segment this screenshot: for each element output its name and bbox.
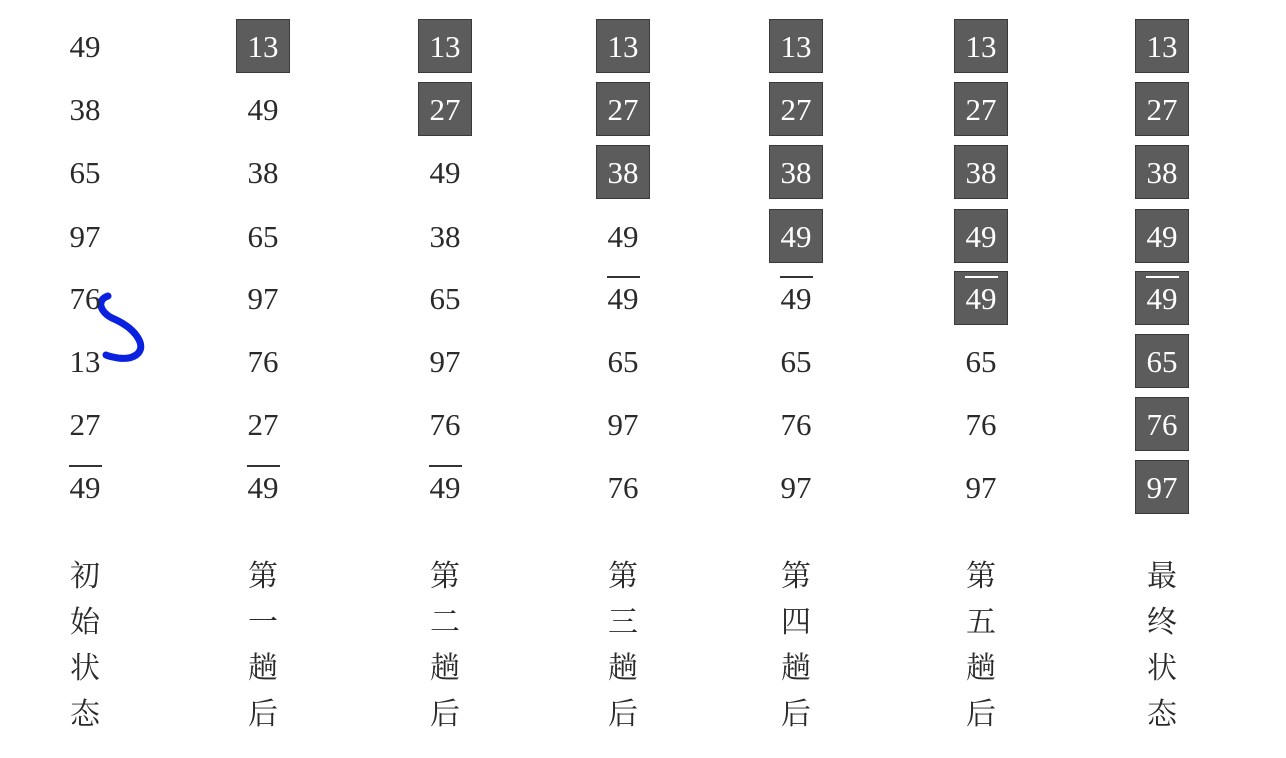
sorted-element bbox=[236, 19, 290, 73]
value: 49 bbox=[69, 28, 101, 64]
array-element bbox=[769, 397, 823, 451]
value: 27 bbox=[69, 406, 101, 442]
value-overlined: 49 bbox=[69, 469, 101, 505]
column-label: 最 终 状 态 bbox=[1147, 559, 1177, 732]
column-label: 第 三 趟 后 bbox=[608, 559, 638, 732]
value: 49 bbox=[965, 218, 997, 254]
value: 27 bbox=[429, 91, 461, 127]
value: 76 bbox=[69, 280, 101, 316]
array-element bbox=[58, 209, 112, 263]
value-overlined: 49 bbox=[1146, 280, 1178, 316]
sorted-element bbox=[1135, 397, 1189, 451]
value: 97 bbox=[429, 343, 461, 379]
value: 76 bbox=[429, 406, 461, 442]
array-element bbox=[58, 145, 112, 199]
value: 27 bbox=[780, 91, 812, 127]
array-element bbox=[236, 397, 290, 451]
sorted-element bbox=[1135, 334, 1189, 388]
value: 38 bbox=[247, 154, 279, 190]
array-element bbox=[418, 397, 472, 451]
array-element bbox=[58, 460, 112, 514]
value-overlined: 49 bbox=[965, 280, 997, 316]
sorted-element bbox=[1135, 271, 1189, 325]
value: 27 bbox=[965, 91, 997, 127]
array-element bbox=[236, 271, 290, 325]
value: 49 bbox=[780, 218, 812, 254]
value: 13 bbox=[607, 28, 639, 64]
sorted-element bbox=[769, 19, 823, 73]
sorted-element bbox=[596, 19, 650, 73]
value: 13 bbox=[780, 28, 812, 64]
column-label: 第 一 趟 后 bbox=[248, 559, 278, 732]
array-element bbox=[418, 334, 472, 388]
value: 76 bbox=[965, 406, 997, 442]
array-element bbox=[596, 209, 650, 263]
array-element bbox=[236, 145, 290, 199]
array-element bbox=[418, 460, 472, 514]
value: 97 bbox=[1146, 469, 1178, 505]
value: 27 bbox=[1146, 91, 1178, 127]
array-element bbox=[236, 209, 290, 263]
sorted-element bbox=[769, 145, 823, 199]
value-overlined: 49 bbox=[607, 280, 639, 316]
array-element bbox=[236, 82, 290, 136]
array-element bbox=[596, 334, 650, 388]
value: 49 bbox=[607, 218, 639, 254]
sorted-element bbox=[1135, 82, 1189, 136]
value: 97 bbox=[965, 469, 997, 505]
sorted-element bbox=[1135, 145, 1189, 199]
value: 76 bbox=[247, 343, 279, 379]
value: 65 bbox=[429, 280, 461, 316]
sorted-element bbox=[954, 145, 1008, 199]
array-element bbox=[418, 271, 472, 325]
sorted-element bbox=[1135, 209, 1189, 263]
value: 38 bbox=[607, 154, 639, 190]
value: 76 bbox=[780, 406, 812, 442]
array-element bbox=[769, 271, 823, 325]
array-element bbox=[596, 397, 650, 451]
value: 49 bbox=[247, 91, 279, 127]
sorted-element bbox=[596, 145, 650, 199]
value: 13 bbox=[69, 343, 101, 379]
value: 38 bbox=[69, 91, 101, 127]
value: 65 bbox=[965, 343, 997, 379]
value: 27 bbox=[607, 91, 639, 127]
array-element bbox=[58, 334, 112, 388]
array-element bbox=[954, 334, 1008, 388]
array-element bbox=[596, 271, 650, 325]
value: 97 bbox=[247, 280, 279, 316]
value: 49 bbox=[1146, 218, 1178, 254]
sorted-element bbox=[418, 82, 472, 136]
value: 65 bbox=[247, 218, 279, 254]
value-overlined: 49 bbox=[429, 469, 461, 505]
value: 13 bbox=[965, 28, 997, 64]
column-label: 第 四 趟 后 bbox=[781, 559, 811, 732]
array-element bbox=[954, 397, 1008, 451]
sorted-element bbox=[954, 19, 1008, 73]
array-element bbox=[58, 397, 112, 451]
array-element bbox=[418, 145, 472, 199]
sorted-element bbox=[1135, 19, 1189, 73]
value: 65 bbox=[780, 343, 812, 379]
sorted-element bbox=[1135, 460, 1189, 514]
value: 49 bbox=[429, 154, 461, 190]
value: 97 bbox=[607, 406, 639, 442]
sorted-element bbox=[769, 82, 823, 136]
value: 27 bbox=[247, 406, 279, 442]
value: 76 bbox=[1146, 406, 1178, 442]
array-element bbox=[418, 209, 472, 263]
sorted-element bbox=[418, 19, 472, 73]
array-element bbox=[236, 334, 290, 388]
value: 97 bbox=[69, 218, 101, 254]
array-element bbox=[596, 460, 650, 514]
value: 65 bbox=[607, 343, 639, 379]
sorted-element bbox=[954, 271, 1008, 325]
value: 38 bbox=[429, 218, 461, 254]
sorted-element bbox=[596, 82, 650, 136]
value-overlined: 49 bbox=[247, 469, 279, 505]
sorted-element bbox=[954, 82, 1008, 136]
value: 76 bbox=[607, 469, 639, 505]
value: 97 bbox=[780, 469, 812, 505]
value: 13 bbox=[247, 28, 279, 64]
column-label: 第 五 趟 后 bbox=[966, 559, 996, 732]
value: 13 bbox=[1146, 28, 1178, 64]
array-element bbox=[58, 82, 112, 136]
sorted-element bbox=[769, 209, 823, 263]
value: 38 bbox=[965, 154, 997, 190]
array-element bbox=[954, 460, 1008, 514]
column-label: 初 始 状 态 bbox=[70, 559, 100, 732]
value: 65 bbox=[69, 154, 101, 190]
sorted-element bbox=[954, 209, 1008, 263]
value: 38 bbox=[1146, 154, 1178, 190]
array-element bbox=[769, 334, 823, 388]
column-label: 第 二 趟 后 bbox=[430, 559, 460, 732]
array-element bbox=[58, 19, 112, 73]
value: 65 bbox=[1146, 343, 1178, 379]
array-element bbox=[236, 460, 290, 514]
value: 13 bbox=[429, 28, 461, 64]
array-element bbox=[769, 460, 823, 514]
array-element bbox=[58, 271, 112, 325]
value-overlined: 49 bbox=[780, 280, 812, 316]
value: 38 bbox=[780, 154, 812, 190]
